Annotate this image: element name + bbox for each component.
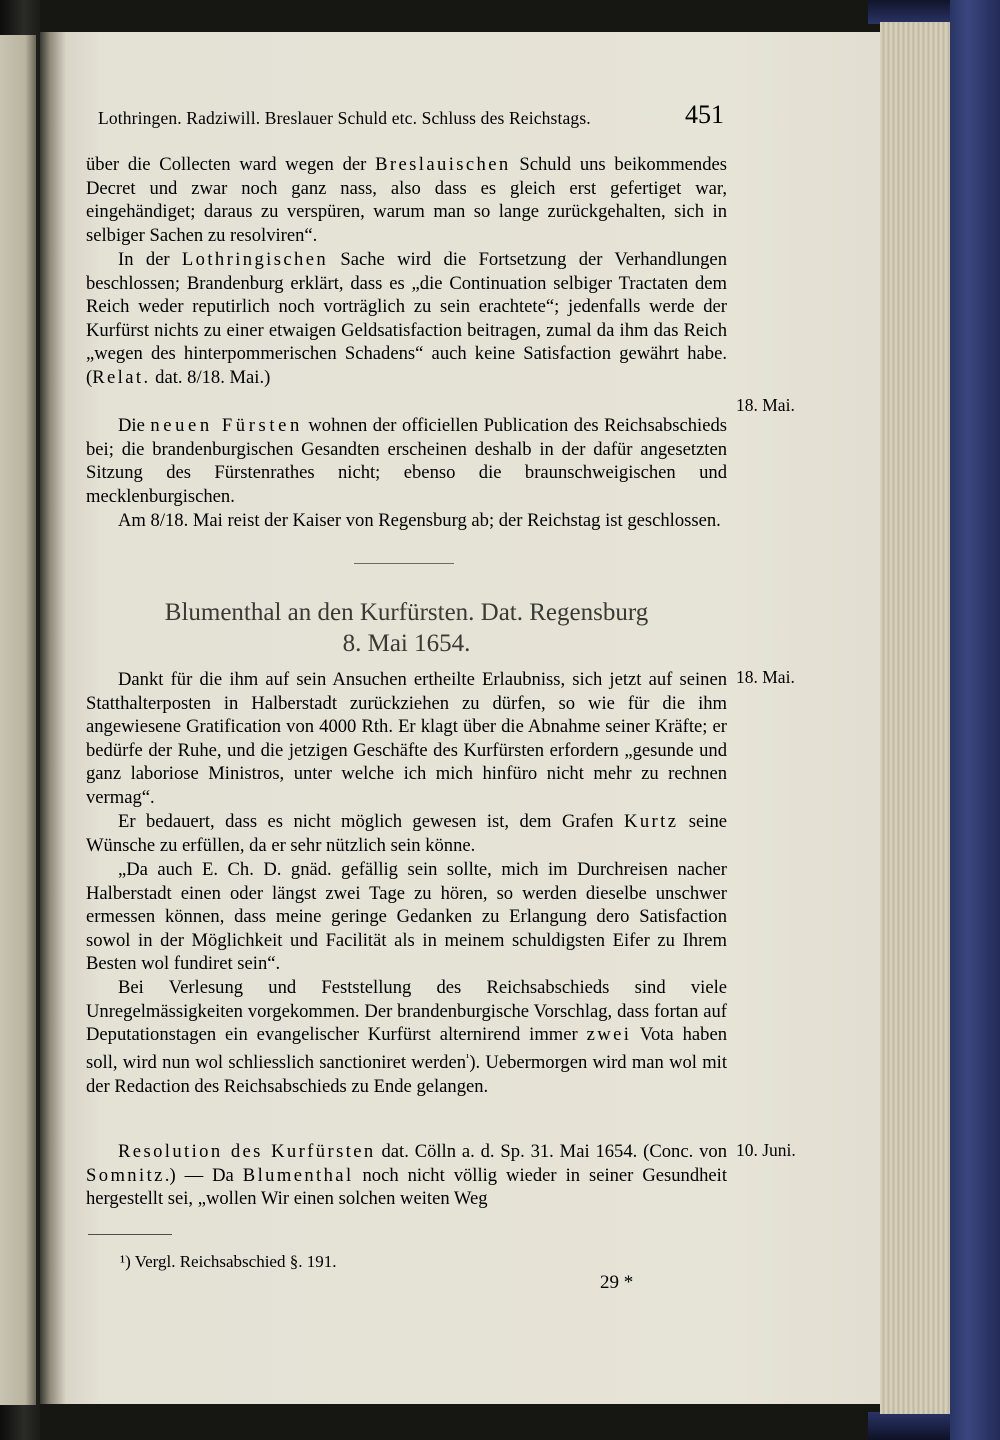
margin-date: 18. Mai. [736,667,795,687]
paragraph-dankt: Dankt für die ihm auf sein Ansuchen ertheilte Erlaubniss, sich jetzt auf seinen Statthalterposten in Halberstadt zurückziehen zu dürfen, so wie für die ihm angewiesene Gratification von 4000 Rth. Er klagt über die Abnahme seiner Kräfte; er bedürfe der Ruhe, und die jetzigen Geschäfte des Kurfürsten erfordern „gesunde und ganz laboriose Ministros, unter welche ich mich hinfüro nicht mehr zu rechnen vermag“. [86,669,727,808]
paragraph-resolution: Resolution des Kurfürsten dat. Cölln a. d. Sp. 31. Mai 1654. (Conc. von Somnitz.) — Da Blumenthal noch nicht völlig wieder in seiner Gesundheit hergestellt sei, „wollen Wir einen solchen weiten Weg [86,1141,728,1210]
footnote-divider [88,1234,172,1235]
document-title-line-1: Blumenthal an den Kurfürsten. Dat. Regensburg [164,599,649,626]
paragraph-bedauert: Er bedauert, dass es nicht möglich gewesen ist, dem Grafen Kurtz seine Wünsche zu erfüllen, da er sehr nützlich sein könne. [86,811,727,856]
page-header [98,100,724,134]
left-page-edge [0,35,36,1405]
paragraph-verlesung: Bei Verlesung und Feststellung des Reichsabschieds sind viele Unregelmässigkeiten vorgekommen. Der brandenburgische Vorschlag, dass fortan auf Deputationstagen ein evangelischer Kurfürst alternirend immer zwei Vota haben soll, wird nun wol schliesslich sanctioniret werden$^{^1}$). Uebermorgen wird man wol mit der Redaction des Reichsabschieds zu Ende gelangen. [86,977,728,1097]
page-number: 451 [685,100,724,129]
paragraph-lothringen: In der Lothringischen Sache wird die Fortsetzung der Verhandlungen beschlossen; Brandenburg erklärt, dass es „die Continuation selbiger Tractaten dem Reich weder reputirlich noch vorträglich zu sein erachtete“; jedenfalls werde der Kurfürst nichts zu einer etwaigen Geldsatisfaction beitragen, zumal da ihm das Reich „wegen des hinterpommerischen Schadens“ auch keine Satisfaction gewährt habe. (Relat. dat. 8/18. Mai.) [86,249,727,388]
footnote: ¹) Vergl. Reichsabschied §. 191. [120,1252,337,1271]
running-head: Lothringen. Radziwill. Breslauer Schuld etc. Schluss des Reichstags. [98,108,591,128]
right-book-cover [950,0,1000,1440]
paragraph-neue-fuersten: Die neuen Fürsten wohnen der officiellen Publication des Reichsabschieds bei; die brandenburgischen Gesandten erscheinen deshalb in der dafür angesetzten Sitzung des Fürstenrathes nicht; ebenso die braunschweigischen und mecklenburgischen. [86,415,727,507]
document-title-line-2: 8. Mai 1654. [342,630,471,657]
margin-date: 18. Mai. [736,395,795,415]
page-block-edges [880,22,950,1414]
paragraph-reichstag-geschlossen: Am 8/18. Mai reist der Kaiser von Regensburg ab; der Reichstag ist geschlossen. [118,510,721,531]
paragraph-quote: „Da auch E. Ch. D. gnäd. gefällig sein sollte, mich im Durchreisen nacher Halberstadt einen oder längst zwei Tage zu hören, so werden dieselbe unschwer ermessen können, dass meine geringe Gedanken zu Erlangung dero Satisfaction sowol in der Möglichkeit und Facilität als in meinem schuldigsten Eifer zu Ihrem Besten wol fundiret sein“. [86,859,727,975]
section-divider [354,563,454,564]
sheet-signature: 29 * [600,1272,634,1293]
paragraph-collecten: über die Collecten ward wegen der Breslauischen Schuld uns beikommendes Decret und zwar noch ganz nass, also dass es gleich erst gefertiget war, eingehändiget; daraus zu verspüren, warum man so lange zurückgehalten, sich in selbiger Sachen zu resolviren“. [86,154,727,246]
margin-date: 10. Juni. [736,1140,796,1160]
